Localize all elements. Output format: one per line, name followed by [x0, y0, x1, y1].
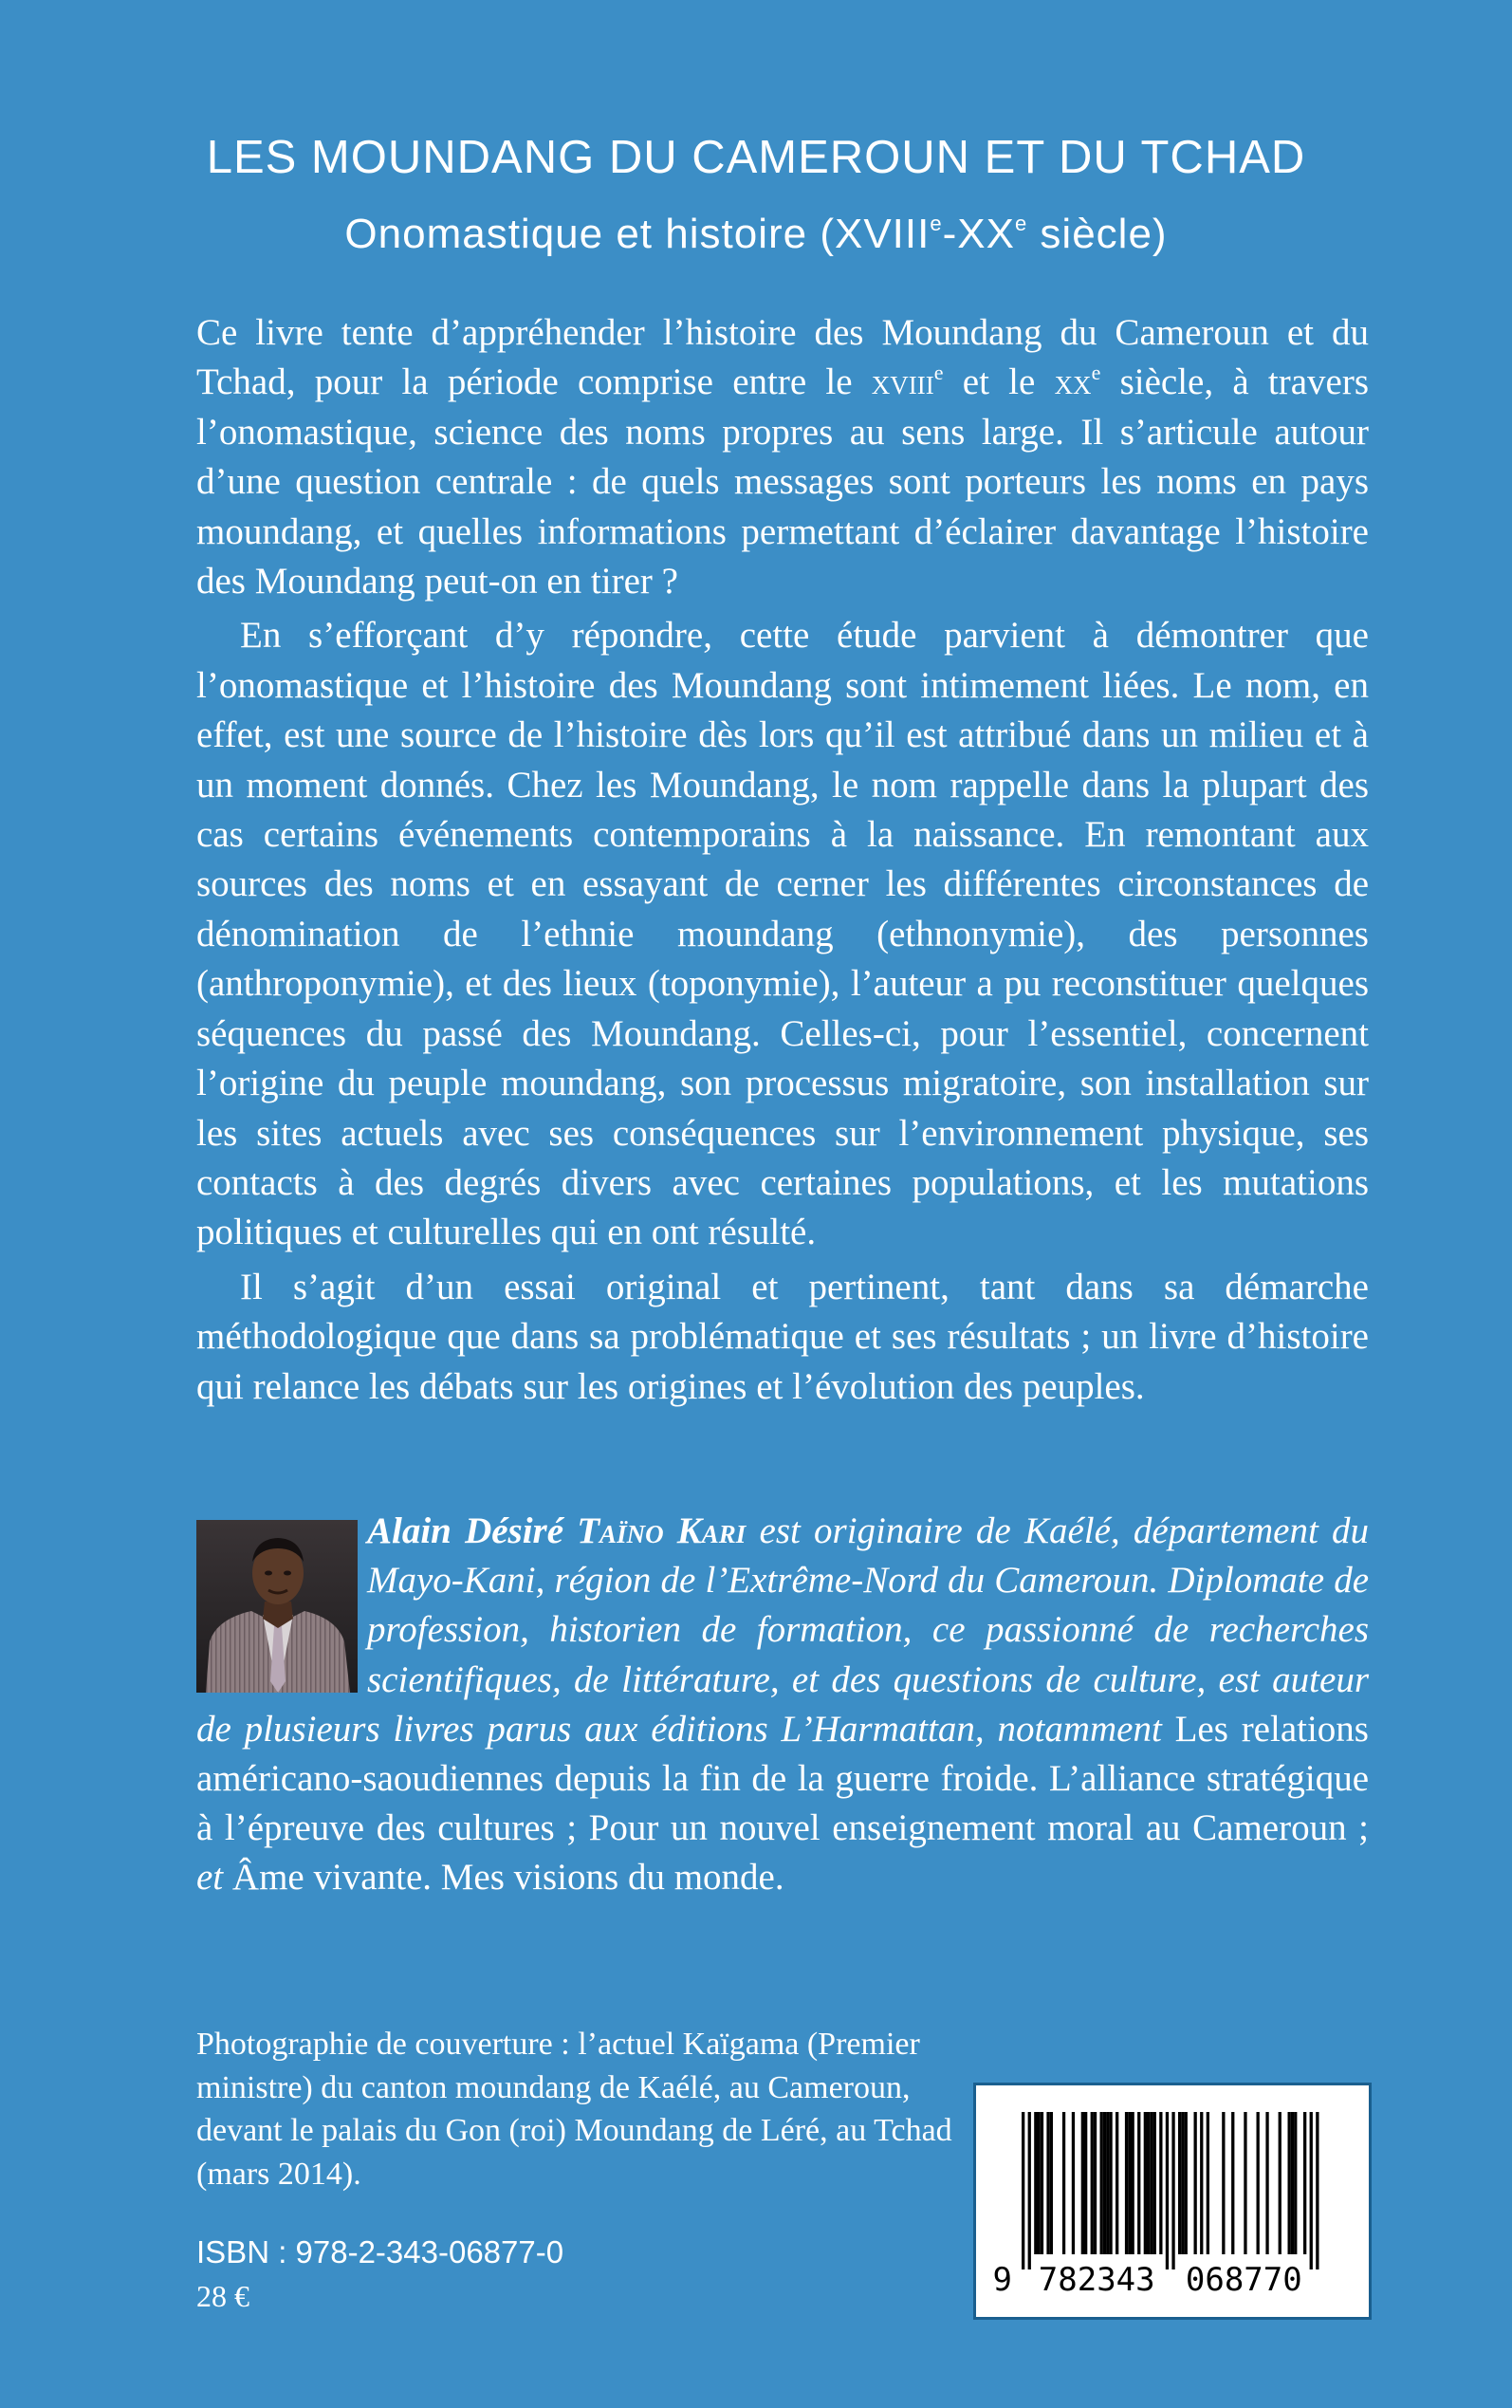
- barcode-bar: [1125, 2112, 1128, 2254]
- barcode-bar: [1150, 2112, 1152, 2254]
- barcode-digit-first: 9: [992, 2261, 1012, 2299]
- barcode-digits-right: 068770: [1185, 2261, 1302, 2299]
- barcode-bar: [1200, 2112, 1203, 2254]
- barcode-bar: [1291, 2112, 1294, 2254]
- barcode-bar: [1303, 2112, 1306, 2254]
- barcode-bar: [1279, 2112, 1282, 2254]
- barcode-bar: [1207, 2112, 1209, 2254]
- author-name: Alain Désiré Taïno Kari: [367, 1510, 747, 1551]
- barcode-bar: [1166, 2112, 1169, 2269]
- barcode-bar: [1231, 2112, 1234, 2254]
- barcode-bar: [1034, 2112, 1037, 2254]
- summary-paragraph-1: Ce livre tente d’appréhender l’histoire des Moundang du Cameroun et du Tchad, pour la période comprise entre le xviii$^e$ et le $xx^e$ siècle, à travers l’onomastique, science des noms propres au sens large. Il s’articule autour d’une question centrale : de quels messages sont porteurs les noms en pays moundang, et quelles informations permettant d’éclairer davantage l’histoire des Moundang peut-on en tirer ?: [196, 312, 1369, 602]
- barcode-bar: [1137, 2112, 1140, 2254]
- barcode-bar: [1178, 2112, 1181, 2254]
- barcode-bar: [1081, 2112, 1084, 2254]
- barcode-bar: [1128, 2112, 1131, 2254]
- summary-paragraph-2: En s’efforçant d’y répondre, cette étude parvient à démontrer que l’onomastique et l’histoire des Moundang sont intimement liées. Le nom, en effet, est une source de l’histoire dès lors qu’il est attribué dans un milieu et à un moment donnés. Chez les Moundang, le nom rappelle dans la plupart des cas certains événements contemporains à la naissance. En remontant aux sources des noms et en essayant de cerner les différentes circonstances de dénomination de l’ethnie moundang (ethnonymie), des personnes (anthroponymie), et des lieux (toponymie), l’auteur a pu reconstituer quelques séquences du passé des Moundang. Celles-ci, pour l’essentiel, concernent l’origine du peuple moundang, son processus migratoire, son installation sur les sites actuels avec ses conséquences sur l’environnement physique, ses contacts à des degrés divers avec certaines populations, et les mutations politiques et culturelles qui en ont résulté.: [196, 615, 1369, 1253]
- barcode-bar: [1316, 2112, 1318, 2269]
- barcode-bar: [1046, 2112, 1049, 2254]
- barcode-bar: [1091, 2112, 1094, 2254]
- barcode-bar: [1132, 2112, 1134, 2254]
- barcode-bar: [1038, 2112, 1041, 2254]
- barcode-bar: [1062, 2112, 1065, 2254]
- barcode-graphic: [976, 2085, 1369, 2317]
- barcode-bar: [1181, 2112, 1184, 2254]
- barcode-bar: [1244, 2112, 1246, 2254]
- price: 28 €: [196, 2279, 249, 2313]
- barcode-bar: [1022, 2112, 1024, 2269]
- barcode-bar: [1041, 2112, 1043, 2254]
- book-subtitle: Onomastique et histoire (XVIIIe-XXe siècle): [344, 211, 1168, 257]
- barcode-bar: [1294, 2112, 1297, 2254]
- barcode-bar: [1159, 2112, 1162, 2254]
- barcode-bar: [1171, 2112, 1174, 2269]
- barcode-bar: [1109, 2112, 1112, 2254]
- barcode-bar: [1072, 2112, 1075, 2254]
- barcode-bar: [1103, 2112, 1106, 2254]
- barcode-bar: [1106, 2112, 1109, 2254]
- barcode-bar: [1094, 2112, 1097, 2254]
- barcode-bar: [1050, 2112, 1053, 2254]
- barcode-bar: [1222, 2112, 1225, 2254]
- barcode-bar: [1144, 2112, 1147, 2254]
- author-bio: Alain Désiré Taïno Kari est originaire de Kaélé, département du Mayo-Kani, région de l’Extrême-Nord du Cameroun. Diplomate de profession, historien de formation, ce passionné de recherches scientifiques, de littérature, et des questions de culture, est auteur de plusieurs livres parus aux éditions L’Harmattan, notamment Les relations américano-saoudiennes depuis la fin de la guerre froide. L’alliance stratégique à l’épreuve des cultures ; Pour un nouvel enseignement moral au Cameroun ; et Âme vivante. Mes visions du monde.: [196, 1510, 1369, 1899]
- barcode-bar: [1265, 2112, 1268, 2254]
- barcode-bar: [1185, 2112, 1188, 2254]
- cover-photo-caption: Photographie de couverture : l’actuel Kaïgama (Premier ministre) du canton moundang de Kaélé, au Cameroun, devant le palais du Gon (roi) Moundang de Léré, au Tchad (mars 2014).: [196, 2027, 952, 2192]
- barcode-bar: [1310, 2112, 1313, 2269]
- summary-text: [196, 308, 1369, 1417]
- barcode-bar: [1100, 2112, 1103, 2254]
- book-title: LES MOUNDANG DU CAMEROUN ET DU TCHAD: [206, 132, 1306, 183]
- isbn: ISBN : 978-2-343-06877-0: [196, 2234, 564, 2269]
- barcode-digits-left: 782343: [1038, 2261, 1155, 2299]
- barcode-bar: [1153, 2112, 1156, 2254]
- barcode: [973, 2083, 1372, 2320]
- barcode-bar: [1288, 2112, 1291, 2254]
- summary-paragraph-3: Il s’agit d’un essai original et pertinent, tant dans sa démarche méthodologique que dans sa problématique et ses résultats ; un livre d’histoire qui relance les débats sur les origines et l’évolution des peuples.: [196, 1266, 1369, 1407]
- barcode-bar: [1084, 2112, 1087, 2254]
- barcode-bar: [1028, 2112, 1031, 2269]
- barcode-bar: [1147, 2112, 1150, 2254]
- barcode-bar: [1257, 2112, 1260, 2254]
- barcode-bar: [1194, 2112, 1197, 2254]
- barcode-bar: [1116, 2112, 1118, 2254]
